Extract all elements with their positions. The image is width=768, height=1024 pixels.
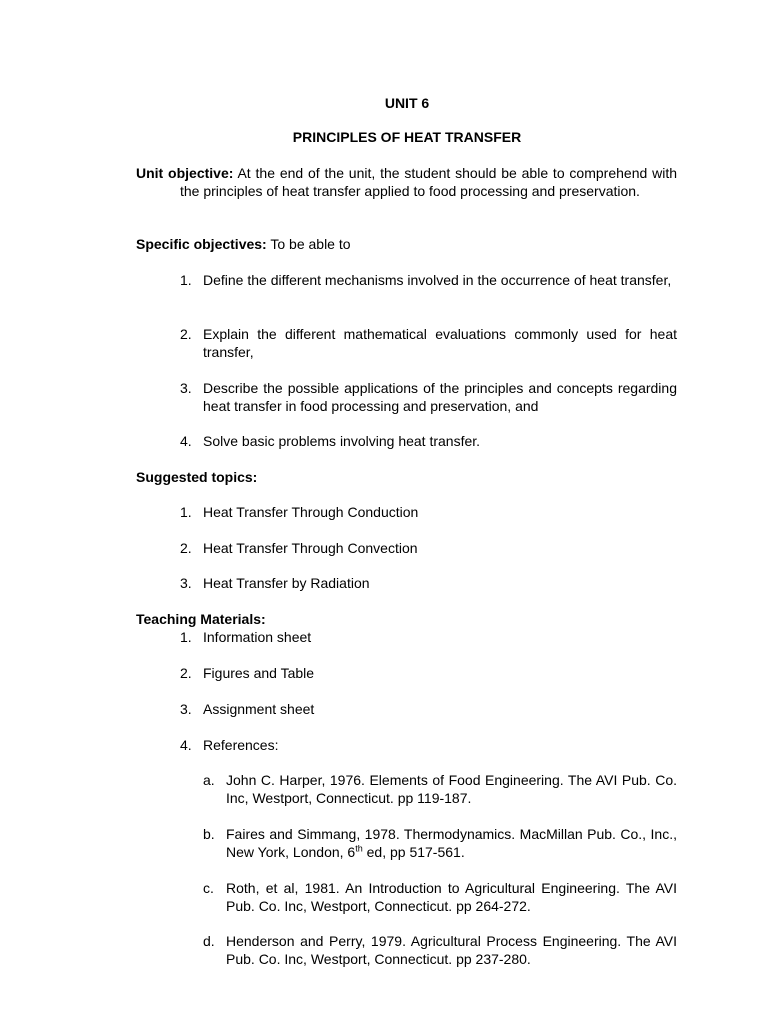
list-text: Describe the possible applications of the principles and concepts regarding heat transfer in food processing and preservation, and — [203, 380, 677, 414]
list-item — [180, 325, 677, 361]
reference-superscript: th — [355, 843, 363, 854]
list-text: Solve basic problems involving heat transfer. — [203, 433, 481, 449]
list-number: 2. — [180, 326, 192, 342]
list-text: References: — [203, 737, 279, 753]
list-number: 1. — [180, 272, 192, 288]
page-title: PRINCIPLES OF HEAT TRANSFER — [292, 129, 522, 145]
list-number: 2. — [180, 540, 192, 556]
unit-objective — [136, 164, 677, 200]
specific-objectives-label: Specific objectives: — [136, 236, 267, 252]
list-number: 3. — [180, 701, 192, 717]
reference-text: Henderson and Perry, 1979. Agricultural Process Engineering. The AVI Pub. Co. Inc, Westport, Connecticut. pp 237-280. — [226, 933, 677, 967]
reference-letter: c. — [203, 880, 214, 896]
reference-text: John C. Harper, 1976. Elements of Food Engineering. The AVI Pub. Co. Inc, Westport, Connecticut. pp 119-187. — [226, 772, 677, 806]
reference-text — [226, 825, 677, 861]
list-item — [180, 432, 677, 450]
list-text: Figures and Table — [203, 665, 315, 681]
reference-letter: d. — [203, 933, 215, 949]
reference-text-part: Faires and Simmang, 1978. Thermodynamics. MacMillan Pub. Co., Inc., New York, London, 6 — [226, 826, 677, 860]
unit-objective-text: At the end of the unit, the student should be able to comprehend with the principles of heat transfer applied to food processing and preservation. — [180, 165, 677, 199]
list-item — [180, 700, 677, 718]
list-text: Explain the different mathematical evaluations commonly used for heat transfer, — [203, 326, 677, 360]
list-text: Heat Transfer Through Convection — [203, 540, 418, 556]
reference-item — [203, 825, 677, 861]
list-item — [180, 271, 677, 289]
list-text: Heat Transfer Through Conduction — [203, 504, 419, 520]
reference-letter: a. — [203, 772, 215, 788]
list-number: 1. — [180, 629, 192, 645]
unit-number: UNIT 6 — [384, 95, 430, 111]
reference-item — [203, 771, 677, 807]
list-item — [180, 736, 677, 754]
suggested-topics-heading: Suggested topics: — [136, 469, 258, 485]
list-item — [180, 628, 677, 646]
unit-objective-label: Unit objective: — [136, 165, 234, 181]
list-text: Define the different mechanisms involved in the occurrence of heat transfer, — [203, 272, 672, 288]
list-item — [180, 379, 677, 415]
list-item — [180, 664, 677, 682]
specific-objectives-intro: To be able to — [270, 236, 351, 252]
teaching-materials-heading: Teaching Materials: — [136, 611, 266, 627]
reference-item — [203, 932, 677, 968]
list-text: Assignment sheet — [203, 701, 315, 717]
reference-item — [203, 879, 677, 915]
list-number: 4. — [180, 433, 192, 449]
reference-text: Roth, et al, 1981. An Introduction to Agricultural Engineering. The AVI Pub. Co. Inc, Westport, Connecticut. pp 264-272. — [226, 880, 677, 914]
reference-text-part: ed, pp 517-561. — [362, 844, 465, 860]
list-item — [180, 539, 677, 557]
list-number: 1. — [180, 504, 192, 520]
list-text: Information sheet — [203, 629, 312, 645]
list-number: 2. — [180, 665, 192, 681]
list-number: 4. — [180, 737, 192, 753]
list-number: 3. — [180, 575, 192, 591]
list-number: 3. — [180, 380, 192, 396]
list-text: Heat Transfer by Radiation — [203, 575, 370, 591]
reference-letter: b. — [203, 826, 215, 842]
list-item — [180, 503, 677, 521]
list-item — [180, 574, 677, 592]
specific-objectives-heading — [136, 235, 351, 253]
